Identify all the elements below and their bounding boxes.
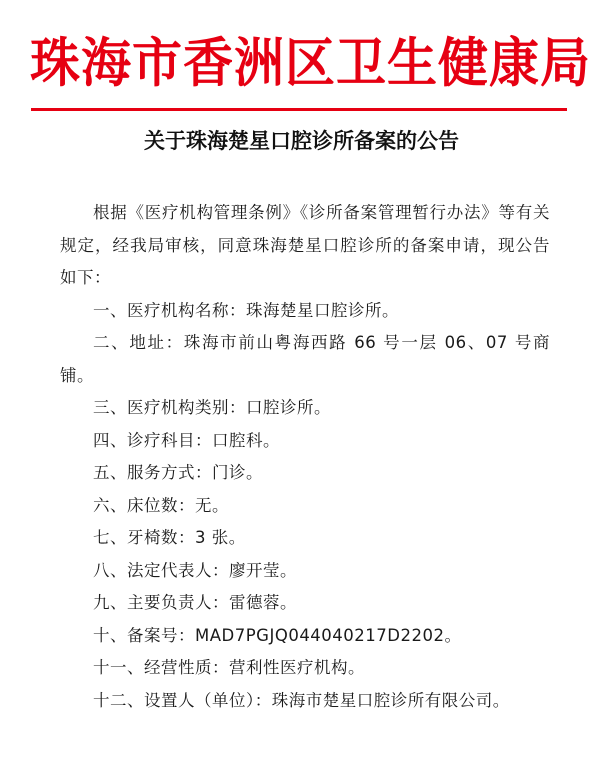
item-category: 三、医疗机构类别：口腔诊所。 — [93, 398, 331, 417]
item-departments: 四、诊疗科目：口腔科。 — [93, 430, 280, 450]
document-body — [60, 197, 550, 717]
item-service-mode: 五、服务方式：门诊。 — [93, 463, 263, 482]
item-filing-number: 十、备案号：MAD7PGJQ044040217D2202。 — [93, 625, 462, 645]
item-business-nature: 十一、经营性质：营利性医疗机构。 — [93, 658, 365, 677]
item-address: 二、地址：珠海市前山粤海西路 66 号一层 06、07 号商铺。 — [60, 333, 550, 385]
item-dental-chairs: 七、牙椅数：3 张。 — [93, 528, 246, 547]
letterhead-org-name: 珠海市香洲区卫生健康局 — [30, 31, 591, 94]
item-name: 一、医疗机构名称：珠海楚星口腔诊所。 — [93, 300, 399, 320]
item-legal-representative: 八、法定代表人：廖开莹。 — [93, 560, 297, 580]
item-principal: 九、主要负责人：雷德蓉。 — [93, 593, 297, 612]
item-founder: 十二、设置人（单位）：珠海市楚星口腔诊所有限公司。 — [93, 690, 510, 710]
item-beds: 六、床位数：无。 — [93, 495, 229, 515]
document-title: 关于珠海楚星口腔诊所备案的公告 — [144, 128, 459, 153]
intro-paragraph: 根据《医疗机构管理条例》《诊所备案管理暂行办法》等有关规定，经我局审核，同意珠海楚星口腔诊所的备案申请，现公告如下： — [60, 203, 550, 287]
letterhead-red-divider — [31, 108, 567, 111]
